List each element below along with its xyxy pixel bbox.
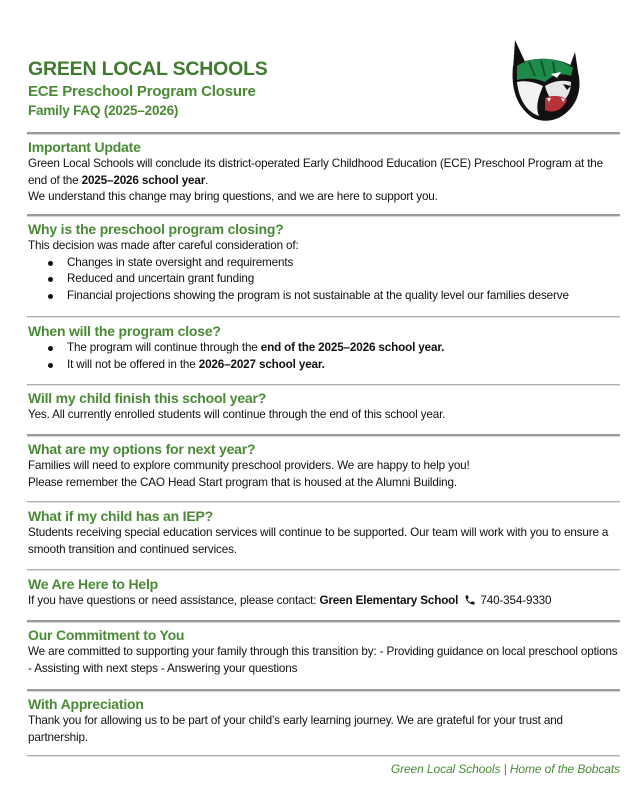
contact-line bbox=[28, 593, 624, 610]
body-text: It will not be offered in the bbox=[67, 357, 199, 371]
section-title: We Are Here to Help bbox=[28, 576, 159, 592]
timeline-list bbox=[48, 340, 624, 373]
section-divider bbox=[27, 689, 620, 692]
district-title: GREEN LOCAL SCHOOLS bbox=[28, 58, 268, 80]
body-text-bold: 2026–2027 school year. bbox=[198, 357, 325, 371]
section-title: Our Commitment to You bbox=[28, 627, 185, 643]
body-text-bold: 2025–2026 school year bbox=[81, 173, 206, 187]
section-divider bbox=[27, 434, 620, 437]
section-when-close bbox=[28, 322, 624, 373]
section-intro: This decision was made after careful consideration of: bbox=[28, 239, 299, 252]
phone-icon bbox=[464, 594, 476, 606]
reasons-list bbox=[48, 255, 624, 305]
section-body: Yes. All currently enrolled students will continue through the end of this school year. bbox=[28, 408, 446, 421]
section-title: What if my child has an IEP? bbox=[28, 508, 213, 524]
contact-name: Green Elementary School bbox=[319, 594, 459, 607]
section-appreciation bbox=[28, 695, 624, 746]
section-why-closing bbox=[28, 220, 624, 304]
section-body bbox=[28, 458, 624, 491]
body-text: We understand this change may bring questions, and we are here to support you. bbox=[28, 190, 438, 203]
section-commitment bbox=[28, 626, 624, 677]
body-text: Families will need to explore community preschool providers. We are happy to help you! bbox=[28, 459, 470, 472]
section-title: Will my child finish this school year? bbox=[28, 390, 267, 406]
section-title: What are my options for next year? bbox=[28, 441, 256, 457]
section-divider bbox=[27, 214, 620, 217]
section-title: With Appreciation bbox=[28, 696, 144, 712]
section-divider bbox=[27, 501, 620, 503]
list-item bbox=[48, 357, 624, 374]
document-subtitle-faq: Family FAQ (2025–2026) bbox=[28, 103, 179, 118]
section-divider bbox=[27, 620, 620, 623]
body-text: Green Local Schools will conclude its district-operated Early Childhood Education (ECE) Preschool Program at the end of the bbox=[28, 157, 604, 187]
section-body bbox=[28, 156, 624, 206]
list-item bbox=[48, 340, 624, 357]
section-divider bbox=[27, 316, 620, 318]
section-iep bbox=[28, 507, 624, 558]
body-text-bold: end of the 2025–2026 school year. bbox=[260, 341, 445, 354]
bobcat-logo-icon bbox=[505, 36, 583, 122]
document-subtitle: ECE Preschool Program Closure bbox=[28, 83, 256, 100]
section-title: Why is the preschool program closing? bbox=[28, 221, 284, 237]
list-item: Changes in state oversight and requirements bbox=[48, 255, 624, 272]
section-finish-year bbox=[28, 389, 624, 424]
section-options bbox=[28, 440, 624, 491]
body-text: The program will continue through the bbox=[67, 341, 261, 354]
body-text: . bbox=[205, 173, 209, 187]
footer-tagline: Green Local Schools | Home of the Bobcats bbox=[390, 762, 620, 776]
section-divider bbox=[27, 384, 620, 386]
section-title: Important Update bbox=[28, 139, 141, 155]
section-body: We are committed to supporting your family through this transition by: - Providing guidance on local preschool options - Assisting with next steps - Answering your questions bbox=[28, 645, 618, 675]
section-body: Thank you for allowing us to be part of your child’s early learning journey. We are grateful for your trust and partnership. bbox=[28, 714, 563, 744]
section-divider bbox=[27, 569, 620, 571]
section-title: When will the program close? bbox=[28, 323, 221, 339]
list-item: Reduced and uncertain grant funding bbox=[48, 271, 624, 288]
section-help bbox=[28, 575, 624, 610]
header-divider bbox=[27, 132, 620, 135]
document-header bbox=[28, 58, 268, 120]
section-body: Students receiving special education services will continue to be supported. Our team will work with you to ensure a smooth transition and continued services. bbox=[28, 526, 609, 556]
section-important-update bbox=[28, 138, 624, 206]
body-text: Please remember the CAO Head Start program that is housed at the Alumni Building. bbox=[28, 475, 457, 489]
list-item: Financial projections showing the program is not sustainable at the quality level our families deserve bbox=[48, 288, 624, 305]
phone-number[interactable]: 740-354-9330 bbox=[480, 594, 552, 607]
footer-divider bbox=[27, 755, 620, 757]
body-text: If you have questions or need assistance, please contact: bbox=[28, 594, 320, 607]
